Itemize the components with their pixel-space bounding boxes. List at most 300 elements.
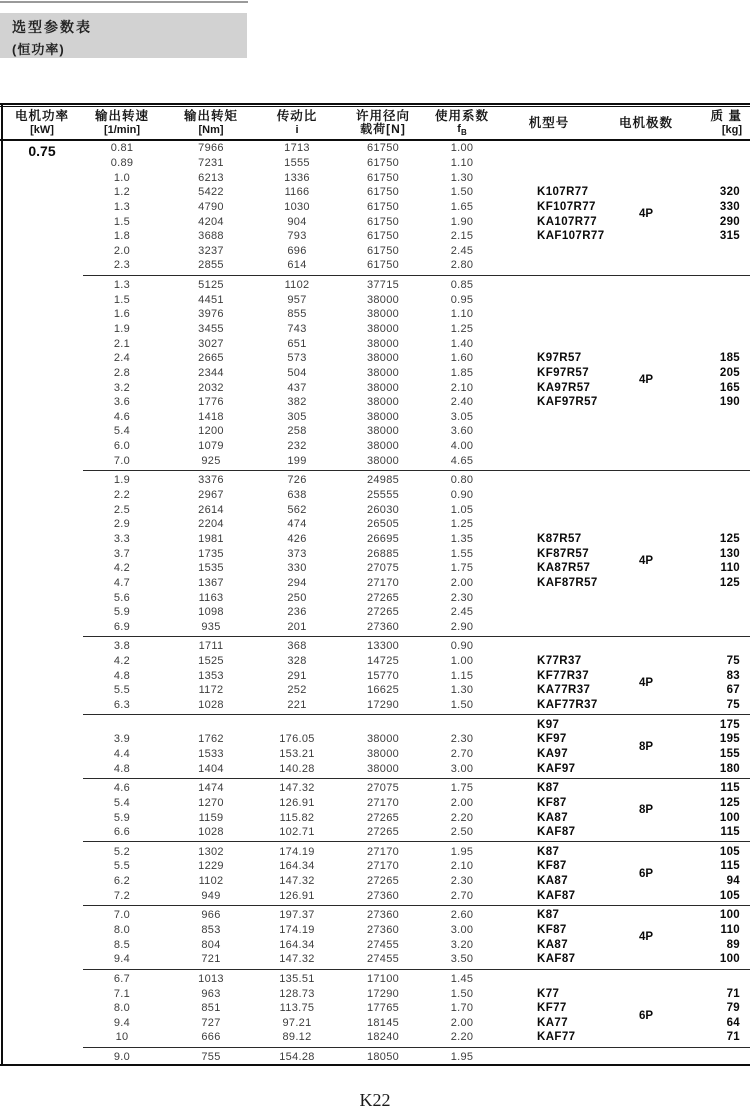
- cell-weight: 185: [719, 352, 740, 365]
- cell-ratio: 504: [287, 366, 307, 379]
- cell-output-speed: 7.0: [113, 909, 131, 922]
- table-row: [0, 888, 750, 903]
- cell-radial-load: 27170: [366, 845, 400, 858]
- cell-model: KF97: [537, 733, 567, 746]
- cell-service-factor: 2.30: [450, 591, 474, 604]
- cell-ratio: 426: [287, 532, 307, 545]
- cell-radial-load: 27265: [366, 875, 400, 888]
- cell-output-torque: 4451: [198, 293, 224, 306]
- cell-radial-load: 38000: [366, 352, 400, 365]
- cell-output-speed: 9.4: [113, 1016, 131, 1029]
- cell-model: KA87: [537, 811, 569, 824]
- cell-output-torque: 1776: [198, 396, 224, 409]
- cell-service-factor: 2.80: [450, 259, 474, 272]
- cell-weight: 125: [719, 796, 740, 809]
- table-row: [0, 473, 750, 488]
- cell-service-factor: 1.05: [450, 503, 474, 516]
- cell-service-factor: 2.45: [450, 606, 474, 619]
- cell-service-factor: 0.95: [450, 293, 474, 306]
- cell-radial-load: 61750: [366, 142, 400, 155]
- cell-service-factor: 1.25: [450, 323, 474, 335]
- col-header-radial-load: 许用径向 载荷[N]: [355, 108, 410, 137]
- cell-radial-load: 38000: [366, 762, 400, 775]
- cell-weight: 100: [719, 909, 740, 922]
- cell-radial-load: 38000: [366, 425, 400, 438]
- cell-radial-load: 16625: [366, 684, 400, 697]
- cell-weight: 130: [719, 547, 740, 560]
- cell-output-speed: 6.3: [113, 699, 131, 712]
- table-row: [0, 307, 750, 322]
- cell-output-torque: 2032: [198, 381, 224, 394]
- cell-service-factor: 2.70: [450, 889, 474, 902]
- cell-ratio: 638: [287, 489, 307, 502]
- cell-radial-load: 61750: [366, 186, 400, 199]
- cell-model: KAF107R77: [537, 230, 605, 243]
- motor-power-value: 0.75: [28, 143, 56, 159]
- table-row: [0, 170, 750, 185]
- cell-ratio: 250: [287, 591, 307, 604]
- cell-radial-load: 27360: [366, 923, 400, 936]
- cell-radial-load: 27170: [366, 860, 400, 873]
- cell-weight: 83: [726, 669, 740, 682]
- cell-ratio: 373: [287, 547, 307, 560]
- cell-ratio: 474: [287, 518, 307, 531]
- cell-radial-load: 18050: [366, 1051, 400, 1064]
- cell-ratio: 330: [287, 562, 307, 575]
- motor-pole-count: 4P: [638, 554, 654, 567]
- cell-weight: 64: [726, 1016, 740, 1029]
- cell-ratio: 115.82: [279, 811, 315, 824]
- cell-ratio: 97.21: [282, 1016, 312, 1029]
- cell-output-speed: 7.1: [113, 987, 131, 1000]
- cell-output-torque: 1711: [198, 640, 224, 653]
- cell-output-speed: 2.1: [113, 337, 131, 350]
- cell-model: KF107R77: [537, 200, 596, 213]
- cell-ratio: 793: [287, 230, 307, 243]
- table-row: [0, 620, 750, 635]
- cell-output-torque: 1981: [198, 532, 224, 545]
- cell-output-torque: 949: [201, 889, 221, 902]
- cell-weight: 94: [726, 875, 740, 888]
- cell-service-factor: 1.70: [450, 1002, 474, 1015]
- cell-weight: 71: [726, 987, 740, 1000]
- cell-output-torque: 1270: [198, 796, 224, 809]
- cell-output-speed: 6.9: [113, 620, 131, 633]
- cell-ratio: 855: [287, 308, 307, 321]
- data-block: [0, 1050, 750, 1065]
- cell-ratio: 252: [287, 684, 307, 697]
- table-row: [0, 517, 750, 532]
- cell-weight: 165: [719, 381, 740, 394]
- cell-ratio: 164.34: [279, 938, 315, 951]
- cell-ratio: 305: [287, 410, 307, 423]
- motor-pole-count: 4P: [638, 374, 654, 387]
- data-block: [0, 473, 750, 634]
- col-header-motor-power: 电机功率 [kW]: [14, 109, 69, 136]
- cell-output-torque: 666: [201, 1031, 221, 1044]
- table-row: [0, 185, 750, 200]
- cell-service-factor: 1.25: [450, 518, 474, 531]
- cell-ratio: 147.32: [279, 782, 315, 795]
- cell-output-speed: 5.4: [113, 425, 131, 438]
- cell-model: K77: [537, 987, 560, 1000]
- cell-output-torque: 6213: [198, 171, 224, 184]
- cell-output-torque: 7231: [198, 156, 224, 169]
- cell-output-torque: 1200: [198, 425, 224, 438]
- cell-radial-load: 38000: [366, 293, 400, 306]
- cell-output-torque: 2614: [198, 503, 224, 516]
- cell-service-factor: 1.35: [450, 532, 474, 545]
- cell-output-speed: 1.9: [113, 474, 131, 487]
- cell-model: KAF77R37: [537, 699, 598, 712]
- cell-ratio: 1713: [284, 142, 310, 155]
- cell-output-speed: 3.6: [113, 396, 131, 409]
- cell-model: KAF87: [537, 826, 576, 839]
- cell-ratio: 147.32: [279, 953, 315, 966]
- table-row: [0, 292, 750, 307]
- cell-output-speed: 5.2: [113, 845, 131, 858]
- cell-radial-load: 38000: [366, 733, 400, 746]
- cell-output-speed: 5.4: [113, 796, 131, 809]
- cell-ratio: 743: [287, 323, 307, 335]
- cell-output-speed: 9.4: [113, 953, 131, 966]
- table-row: [0, 908, 750, 923]
- section-title: 选型参数表: [12, 19, 92, 35]
- table-row: [0, 972, 750, 987]
- cell-ratio: 294: [287, 576, 307, 589]
- table-row: [0, 322, 750, 337]
- cell-weight: 320: [719, 186, 740, 199]
- cell-output-speed: 1.8: [113, 230, 131, 243]
- data-block: [0, 972, 750, 1045]
- block-separator-rule: [83, 905, 750, 906]
- cell-output-torque: 1302: [198, 845, 224, 858]
- cell-ratio: 1555: [284, 156, 310, 169]
- cell-output-torque: 1525: [198, 655, 224, 668]
- cell-output-torque: 3976: [198, 308, 224, 321]
- cell-radial-load: 38000: [366, 747, 400, 760]
- cell-service-factor: 2.00: [450, 796, 474, 809]
- table-row: [0, 439, 750, 454]
- cell-weight: 190: [719, 396, 740, 409]
- cell-model: KA107R77: [537, 215, 598, 228]
- table-row: [0, 141, 750, 156]
- col-header-output-speed: 输出转速 [1/min]: [94, 109, 149, 136]
- cell-ratio: 1166: [284, 186, 310, 199]
- cell-ratio: 102.71: [279, 826, 315, 839]
- cell-radial-load: 27075: [366, 782, 400, 795]
- cell-radial-load: 15770: [366, 669, 400, 682]
- cell-service-factor: 3.60: [450, 425, 474, 438]
- table-row: [0, 278, 750, 293]
- cell-output-speed: 3.9: [113, 733, 131, 746]
- cell-weight: 110: [720, 923, 740, 936]
- cell-output-speed: 4.7: [113, 576, 131, 589]
- cell-ratio: 174.19: [279, 845, 315, 858]
- cell-service-factor: 1.30: [450, 684, 474, 697]
- cell-radial-load: 38000: [366, 454, 400, 467]
- table-row: [0, 781, 750, 796]
- cell-weight: 75: [726, 699, 740, 712]
- cell-radial-load: 26505: [366, 518, 400, 531]
- cell-model: KAF87R57: [537, 576, 598, 589]
- cell-model: KAF97R57: [537, 396, 598, 409]
- cell-weight: 67: [726, 684, 740, 697]
- cell-output-speed: 4.8: [113, 669, 131, 682]
- cell-output-speed: 2.8: [113, 366, 131, 379]
- data-block: [0, 639, 750, 712]
- cell-output-torque: 2204: [198, 518, 224, 531]
- cell-radial-load: 17765: [366, 1002, 400, 1015]
- cell-output-torque: 1028: [198, 699, 224, 712]
- cell-service-factor: 2.40: [450, 396, 474, 409]
- table-row: [0, 605, 750, 620]
- cell-output-speed: 3.2: [113, 381, 131, 394]
- cell-ratio: 562: [287, 503, 307, 516]
- col-header-service-factor: 使用系数 $f_B$: [434, 108, 489, 138]
- cell-weight: 195: [719, 733, 740, 746]
- cell-model: K97R57: [537, 352, 582, 365]
- cell-output-torque: 1735: [198, 547, 224, 560]
- cell-radial-load: 38000: [366, 381, 400, 394]
- cell-service-factor: 3.00: [450, 762, 474, 775]
- cell-output-torque: 853: [201, 923, 221, 936]
- cell-weight: 330: [719, 200, 740, 213]
- cell-output-speed: 1.0: [113, 171, 131, 184]
- cell-radial-load: 18145: [366, 1016, 400, 1029]
- cell-radial-load: 61750: [366, 171, 400, 184]
- cell-model: KA87: [537, 875, 569, 888]
- cell-ratio: 164.34: [279, 860, 315, 873]
- table-row: [0, 717, 750, 732]
- cell-ratio: 128.73: [279, 987, 315, 1000]
- table-header-row: [0, 107, 750, 141]
- cell-service-factor: 0.80: [450, 474, 474, 487]
- cell-output-torque: 1404: [198, 762, 224, 775]
- cell-output-torque: 1535: [198, 562, 224, 575]
- cell-ratio: 154.28: [279, 1051, 315, 1064]
- cell-output-speed: 8.0: [113, 1002, 131, 1015]
- motor-pole-count: 4P: [638, 208, 654, 221]
- motor-pole-count: 8P: [638, 804, 654, 817]
- cell-output-speed: 5.5: [113, 684, 131, 697]
- cell-output-speed: 0.81: [110, 142, 134, 155]
- cell-service-factor: 1.85: [450, 366, 474, 379]
- section-title-box: [0, 13, 247, 58]
- cell-model: KF87R57: [537, 547, 590, 560]
- page-top-rule: [0, 1, 248, 3]
- table-row: [0, 952, 750, 967]
- cell-model: KF77: [537, 1002, 567, 1015]
- cell-ratio: 140.28: [279, 762, 315, 775]
- cell-model: KA77R37: [537, 684, 591, 697]
- cell-service-factor: 2.20: [450, 811, 474, 824]
- cell-ratio: 113.75: [279, 1002, 315, 1015]
- cell-weight: 125: [719, 532, 740, 545]
- cell-radial-load: 38000: [366, 440, 400, 453]
- cell-ratio: 368: [287, 640, 307, 653]
- cell-model: K107R77: [537, 186, 589, 199]
- cell-ratio: 126.91: [279, 796, 315, 809]
- cell-output-torque: 3027: [198, 337, 224, 350]
- cell-radial-load: 27455: [366, 938, 400, 951]
- cell-output-speed: 9.0: [113, 1051, 131, 1064]
- cell-output-torque: 1163: [198, 591, 224, 604]
- cell-weight: 180: [719, 762, 740, 775]
- cell-service-factor: 2.90: [450, 620, 474, 633]
- cell-service-factor: 2.50: [450, 826, 474, 839]
- cell-output-torque: 4204: [198, 215, 224, 228]
- cell-service-factor: 2.00: [450, 576, 474, 589]
- cell-ratio: 726: [287, 474, 307, 487]
- cell-radial-load: 27265: [366, 591, 400, 604]
- cell-output-torque: 1762: [198, 733, 224, 746]
- cell-model: KA97R57: [537, 381, 591, 394]
- cell-output-speed: 1.9: [113, 323, 131, 335]
- cell-output-speed: 4.2: [113, 562, 131, 575]
- cell-service-factor: 1.55: [450, 547, 474, 560]
- cell-model: K87: [537, 909, 560, 922]
- table-row: [0, 844, 750, 859]
- cell-radial-load: 27075: [366, 562, 400, 575]
- cell-output-torque: 1229: [198, 860, 224, 873]
- cell-ratio: 89.12: [282, 1031, 312, 1044]
- table-row: [0, 258, 750, 273]
- cell-output-speed: 2.3: [113, 259, 131, 272]
- table-row: [0, 639, 750, 654]
- cell-output-torque: 925: [201, 454, 221, 467]
- table-row: [0, 395, 750, 410]
- cell-service-factor: 2.60: [450, 909, 474, 922]
- cell-model: KF87: [537, 860, 567, 873]
- block-separator-rule: [83, 969, 750, 970]
- cell-output-speed: 6.7: [113, 972, 131, 985]
- cell-output-speed: 0.89: [110, 156, 134, 169]
- cell-weight: 115: [720, 782, 740, 795]
- block-separator-rule: [83, 1047, 750, 1048]
- cell-ratio: 232: [287, 440, 307, 453]
- cell-service-factor: 1.40: [450, 337, 474, 350]
- cell-radial-load: 61750: [366, 215, 400, 228]
- block-separator-rule: [83, 636, 750, 637]
- cell-output-torque: 5125: [198, 279, 224, 292]
- cell-radial-load: 24985: [366, 474, 400, 487]
- cell-ratio: 153.21: [279, 747, 315, 760]
- cell-output-speed: 5.9: [113, 606, 131, 619]
- motor-pole-count: 6P: [638, 867, 654, 880]
- cell-output-torque: 721: [201, 953, 221, 966]
- cell-output-speed: 3.7: [113, 547, 131, 560]
- cell-output-speed: 1.3: [113, 279, 131, 292]
- data-block: [0, 278, 750, 468]
- cell-output-torque: 727: [201, 1016, 221, 1029]
- cell-output-speed: 3.8: [113, 640, 131, 653]
- cell-ratio: 904: [287, 215, 307, 228]
- cell-ratio: 437: [287, 381, 307, 394]
- cell-output-speed: 4.2: [113, 655, 131, 668]
- cell-radial-load: 26695: [366, 532, 400, 545]
- table-row: [0, 424, 750, 439]
- cell-weight: 115: [720, 860, 740, 873]
- cell-output-speed: 7.0: [113, 454, 131, 467]
- cell-ratio: 258: [287, 425, 307, 438]
- cell-weight: 105: [719, 889, 740, 902]
- cell-service-factor: 1.30: [450, 171, 474, 184]
- cell-output-speed: 2.9: [113, 518, 131, 531]
- block-separator-rule: [83, 275, 750, 276]
- cell-service-factor: 1.00: [450, 655, 474, 668]
- cell-ratio: 1336: [284, 171, 310, 184]
- cell-output-torque: 2665: [198, 352, 224, 365]
- cell-output-speed: 6.0: [113, 440, 131, 453]
- cell-model: KA87R57: [537, 562, 591, 575]
- cell-output-torque: 5422: [198, 186, 224, 199]
- cell-radial-load: 27265: [366, 811, 400, 824]
- cell-output-speed: 1.2: [113, 186, 131, 199]
- table-row: [0, 410, 750, 425]
- cell-model: KAF87: [537, 953, 576, 966]
- cell-radial-load: 38000: [366, 410, 400, 423]
- cell-radial-load: 37715: [366, 279, 400, 292]
- cell-output-torque: 963: [201, 987, 221, 1000]
- cell-ratio: 201: [287, 620, 307, 633]
- cell-radial-load: 27455: [366, 953, 400, 966]
- cell-radial-load: 38000: [366, 337, 400, 350]
- col-header-motor-poles: 电机极数: [618, 115, 673, 130]
- cell-output-speed: 4.8: [113, 762, 131, 775]
- cell-output-speed: 1.5: [113, 215, 131, 228]
- cell-radial-load: 17290: [366, 987, 400, 1000]
- cell-ratio: 176.05: [279, 733, 315, 746]
- col-header-ratio: 传动比 i: [276, 109, 318, 136]
- cell-ratio: 197.37: [279, 909, 315, 922]
- cell-output-speed: 2.5: [113, 503, 131, 516]
- cell-radial-load: 13300: [366, 640, 400, 653]
- table-row: [0, 336, 750, 351]
- cell-radial-load: 61750: [366, 230, 400, 243]
- cell-service-factor: 3.50: [450, 953, 474, 966]
- cell-service-factor: 2.10: [450, 860, 474, 873]
- block-separator-rule: [83, 470, 750, 471]
- cell-weight: 71: [726, 1031, 740, 1044]
- cell-output-torque: 1474: [198, 782, 224, 795]
- cell-service-factor: 2.30: [450, 733, 474, 746]
- cell-ratio: 1030: [284, 200, 310, 213]
- cell-ratio: 328: [287, 655, 307, 668]
- col-header-model: 机型号: [528, 115, 570, 130]
- cell-service-factor: 1.95: [450, 845, 474, 858]
- cell-service-factor: 2.00: [450, 1016, 474, 1029]
- cell-output-torque: 3688: [198, 230, 224, 243]
- cell-output-speed: 1.5: [113, 293, 131, 306]
- cell-service-factor: 1.60: [450, 352, 474, 365]
- cell-output-torque: 1079: [198, 440, 224, 453]
- cell-radial-load: 17290: [366, 699, 400, 712]
- cell-service-factor: 4.00: [450, 440, 474, 453]
- table-row: [0, 1050, 750, 1065]
- table-row: [0, 698, 750, 713]
- table-row: [0, 502, 750, 517]
- section-subtitle: (恒功率): [12, 42, 65, 57]
- motor-pole-count: 4P: [638, 677, 654, 690]
- cell-model: KF77R37: [537, 669, 590, 682]
- cell-model: KA97: [537, 747, 569, 760]
- cell-weight: 105: [719, 845, 740, 858]
- cell-radial-load: 61750: [366, 156, 400, 169]
- cell-service-factor: 2.45: [450, 244, 474, 257]
- motor-pole-count: 8P: [638, 740, 654, 753]
- cell-service-factor: 2.10: [450, 381, 474, 394]
